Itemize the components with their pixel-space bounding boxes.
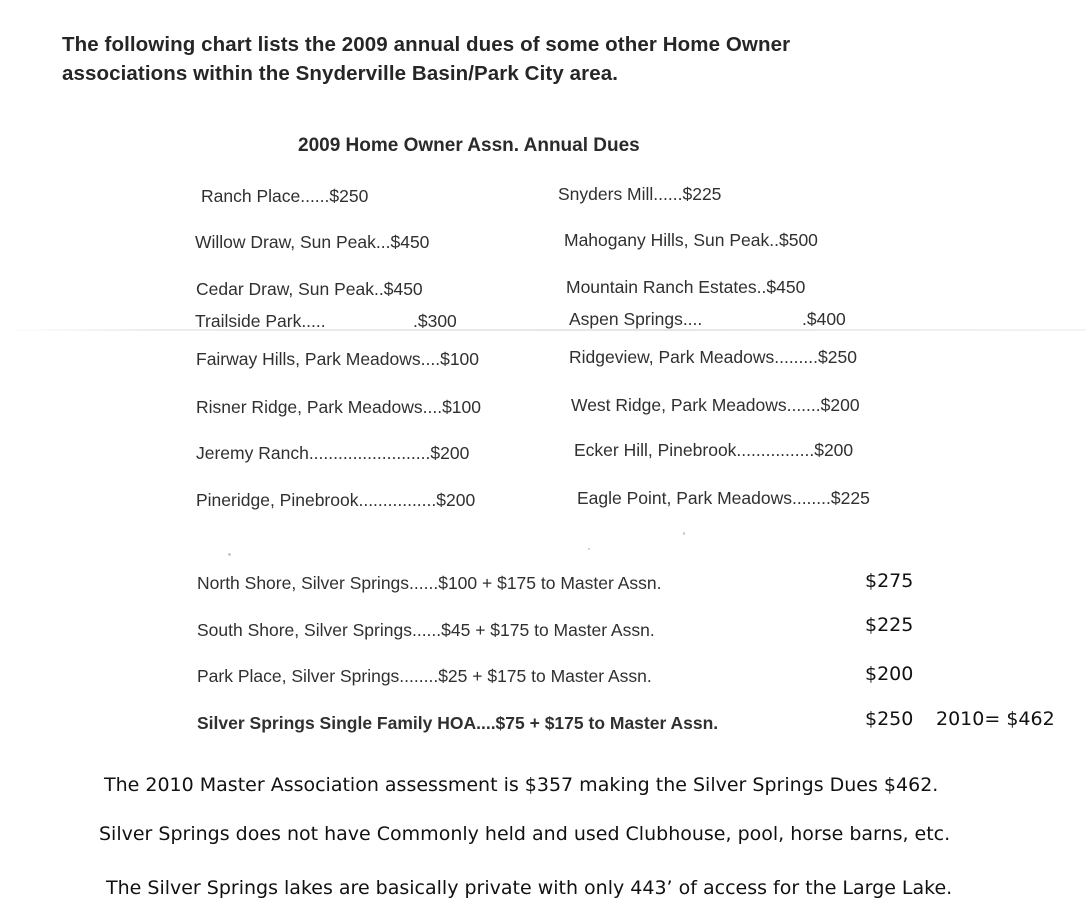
- entry-price: $200: [814, 440, 854, 460]
- master-row-park-place: Park Place, Silver Springs........$25 + $175 to Master Assn.: [197, 666, 652, 686]
- entry-price: $100: [440, 349, 480, 369]
- entry-name: West Ridge, Park Meadows.......: [571, 395, 821, 415]
- entry-price: $225: [830, 488, 870, 508]
- entry-price: $450: [766, 277, 806, 297]
- table-title: 2009 Home Owner Assn. Annual Dues: [298, 135, 640, 156]
- entry-west-ridge: [571, 395, 860, 416]
- master-total-park-place: $200: [865, 663, 914, 685]
- master-row-north-shore: North Shore, Silver Springs......$100 + $175 to Master Assn.: [197, 573, 662, 593]
- entry-name: Willow Draw, Sun Peak...: [195, 232, 391, 252]
- entry-risner-ridge: [196, 397, 481, 418]
- entry-mahogany-hills: [564, 230, 818, 251]
- entry-price: $450: [383, 279, 423, 299]
- master-row-single-family-hoa: Silver Springs Single Family HOA....$75 + $175 to Master Assn.: [197, 713, 719, 733]
- entry-aspen-springs: [569, 309, 869, 330]
- entry-name: Jeremy Ranch.........................: [196, 443, 431, 463]
- entry-price: $250: [329, 186, 369, 206]
- entry-name: Ecker Hill, Pinebrook................: [574, 440, 815, 460]
- entry-ridgeview: [569, 347, 857, 368]
- entry-name: Aspen Springs....: [569, 309, 703, 329]
- scan-artifact-line: [0, 329, 1086, 331]
- entry-name: Ranch Place......: [201, 186, 330, 206]
- scan-speck: [588, 548, 590, 550]
- entry-fairway-hills: [196, 349, 479, 370]
- entry-price: $500: [778, 230, 818, 250]
- entry-snyders-mill: [558, 184, 721, 205]
- master-row-south-shore: South Shore, Silver Springs......$45 + $175 to Master Assn.: [197, 620, 655, 640]
- entry-name: Trailside Park.....: [195, 311, 326, 331]
- entry-name: Ridgeview, Park Meadows.........: [569, 347, 818, 367]
- entry-jeremy-ranch: [196, 443, 469, 464]
- entry-price: $200: [430, 443, 470, 463]
- entry-ecker-hill: [574, 440, 853, 461]
- entry-price: .$400: [802, 309, 846, 329]
- entry-price: $200: [436, 490, 476, 510]
- note-no-common-facilities: Silver Springs does not have Commonly held and used Clubhouse, pool, horse barns, etc.: [99, 823, 951, 845]
- entry-price: $100: [442, 397, 482, 417]
- entry-price: $450: [390, 232, 430, 252]
- entry-eagle-point: [577, 488, 870, 509]
- note-master-assessment: The 2010 Master Association assessment is $357 making the Silver Springs Dues $462.: [104, 774, 939, 796]
- master-total-single-family-hoa: $250: [865, 708, 914, 730]
- entry-name: Mountain Ranch Estates..: [566, 277, 767, 297]
- entry-name: Risner Ridge, Park Meadows....: [196, 397, 443, 417]
- entry-mountain-ranch-estates: [566, 277, 805, 298]
- entry-cedar-draw: [196, 279, 423, 300]
- entry-price: $225: [682, 184, 722, 204]
- entry-trailside-park: [195, 311, 495, 332]
- scan-speck: [683, 532, 685, 535]
- entry-price: $200: [820, 395, 860, 415]
- entry-willow-draw: [195, 232, 429, 253]
- master-total-north-shore: $275: [865, 570, 914, 592]
- entry-price: $250: [818, 347, 857, 367]
- intro-line-1: The following chart lists the 2009 annual dues of some other Home Owner: [62, 33, 791, 56]
- entry-name: Mahogany Hills, Sun Peak..: [564, 230, 779, 250]
- note-private-lakes: The Silver Springs lakes are basically private with only 443’ of access for the Large Lake.: [106, 877, 953, 899]
- entry-name: Cedar Draw, Sun Peak..: [196, 279, 384, 299]
- master-2010-total: 2010= $462: [936, 708, 1055, 730]
- entry-price: .$300: [413, 311, 457, 331]
- master-total-south-shore: $225: [865, 614, 914, 636]
- entry-pineridge: [196, 490, 475, 511]
- entry-name: Fairway Hills, Park Meadows....: [196, 349, 441, 369]
- scan-speck: [228, 553, 231, 556]
- entry-name: Pineridge, Pinebrook................: [196, 490, 437, 510]
- intro-line-2: associations within the Snyderville Basin/Park City area.: [62, 62, 618, 85]
- entry-name: Snyders Mill......: [558, 184, 683, 204]
- entry-ranch-place: [201, 186, 368, 207]
- entry-name: Eagle Point, Park Meadows........: [577, 488, 831, 508]
